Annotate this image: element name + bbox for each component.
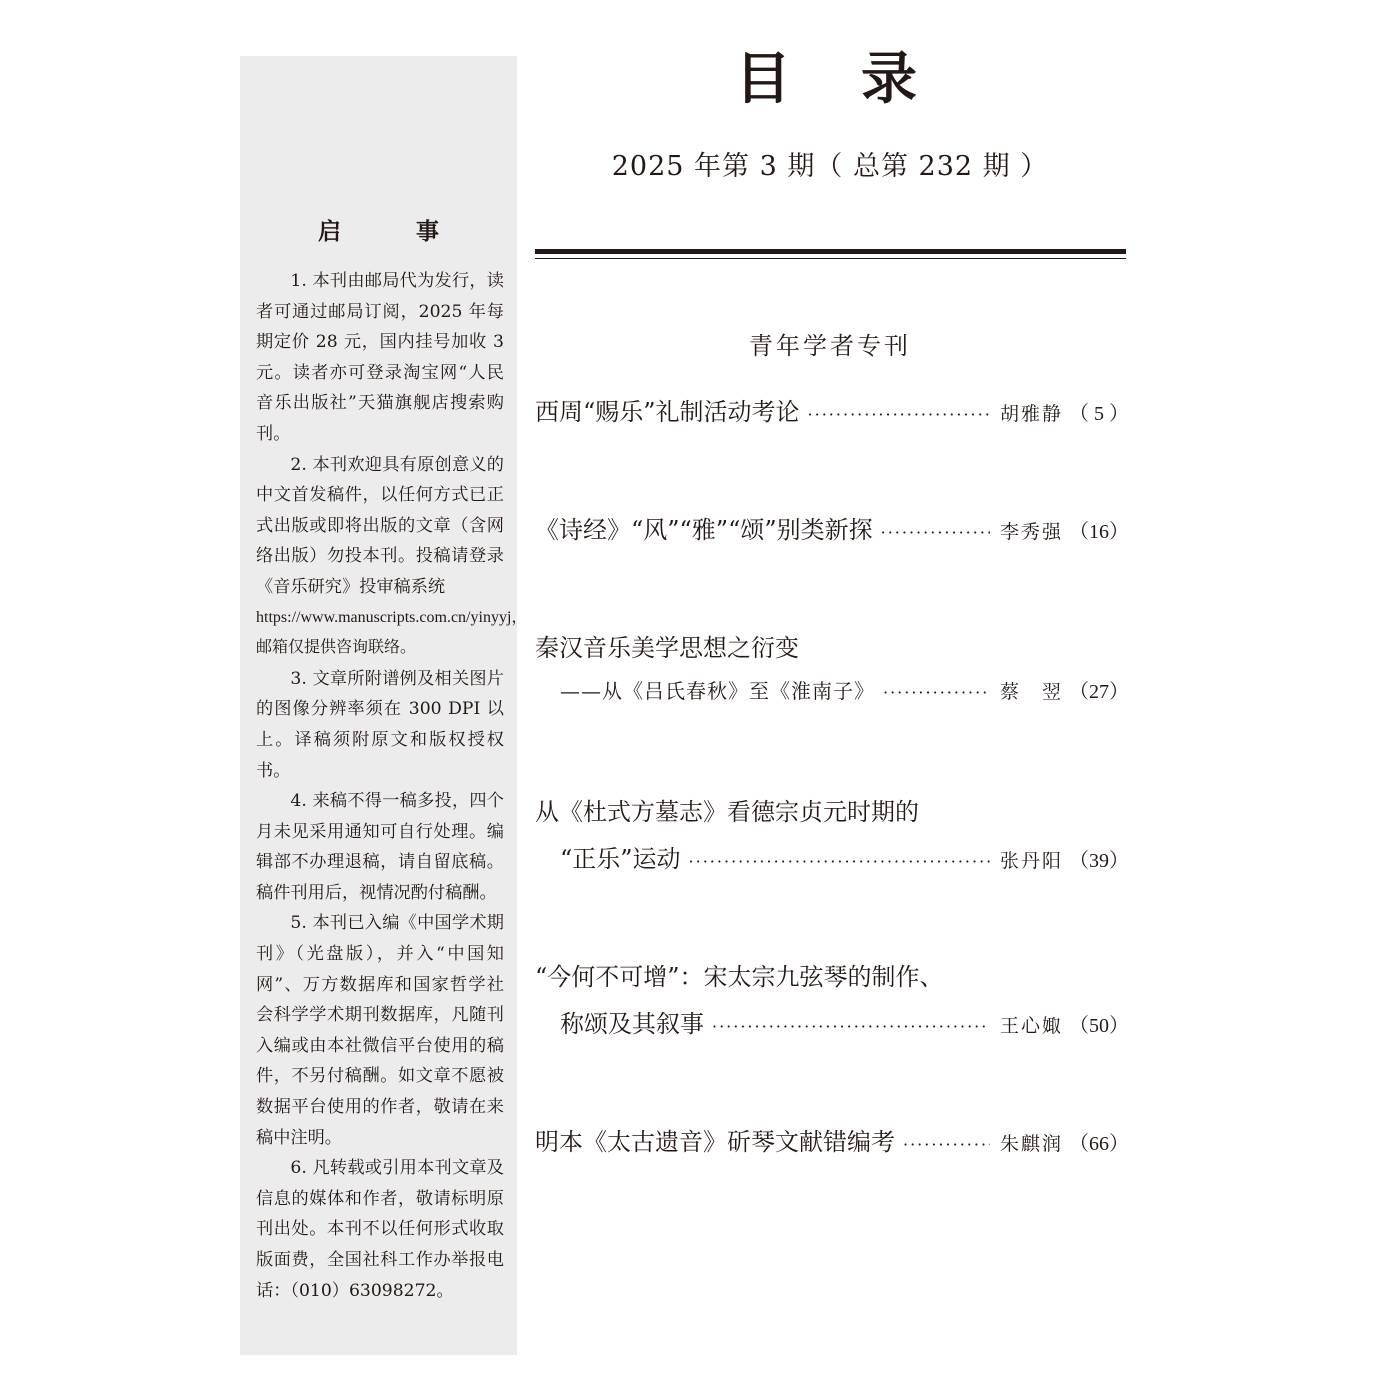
toc-leader-dots (689, 852, 990, 871)
toc-entry-page: （39） (1069, 850, 1129, 872)
notice-item-4: 4. 来稿不得一稿多投，四个月未见采用通知可自行处理。编辑部不办理退稿，请自留底稿。稿件刊用后，视情况酌付稿酬。 (256, 791, 504, 903)
toc-entry-title[interactable]: “今何不可增”：宋太宗九弦琴的制作、 (535, 963, 944, 991)
notice-body (256, 266, 528, 1306)
toc-entry-title: 明本《太古遗音》斫琴文献错编考 (535, 1128, 895, 1156)
toc-entry-title-continued: 称颂及其叙事 (560, 1010, 704, 1038)
toc-entry-author: 蔡 翌 (999, 681, 1063, 703)
toc-entry-page: （27） (1069, 681, 1129, 703)
toc-leader-dots (808, 405, 990, 424)
toc-entry-title: 西周“赐乐”礼制活动考论 (535, 398, 800, 426)
toc-entry-page: （50） (1069, 1015, 1129, 1037)
toc-entry-title: 《诗经》“风”“雅”“颂”别类新探 (535, 516, 873, 544)
toc-entry-author: 张丹阳 (999, 850, 1063, 872)
notice-title: 启 事 (318, 218, 465, 245)
toc-entry-author: 李秀强 (999, 521, 1063, 543)
toc-leader-dots (883, 683, 990, 702)
issue-number: 2025 年第 3 期（ 总第 232 期 ） (611, 151, 1049, 182)
toc-entry-author: 王心娵 (999, 1015, 1063, 1037)
section-heading: 青年学者专刊 (749, 332, 911, 360)
toc-entry-page: （66） (1069, 1133, 1129, 1155)
toc-entry-title[interactable]: 从《杜式方墓志》看德宗贞元时期的 (535, 798, 919, 826)
toc-entry-title-continued: “正乐”运动 (560, 845, 681, 873)
toc-entry-page: （16） (1069, 521, 1129, 543)
toc-entry-subtitle: ——从《吕氏春秋》至《淮南子》 (560, 679, 875, 703)
toc-entry-title[interactable]: 秦汉音乐美学思想之衍变 (535, 634, 799, 662)
toc-entry[interactable] (535, 510, 1129, 544)
toc-entry-author: 朱麒润 (999, 1133, 1063, 1155)
notice-item-1: 1. 本刊由邮局代为发行，读者可通过邮局订阅，2025 年每期定价 28 元，国内挂号加收 3 元。读者亦可登录淘宝网“人民音乐出版社”天猫旗舰店搜索购刊。 (256, 271, 504, 444)
notice-item-6: 6. 凡转载或引用本刊文章及信息的媒体和作者，敬请标明原刊出处。本刊不以任何形式收取版面费，全国社科工作办举报电话：（010）63098272。 (256, 1158, 504, 1301)
toc-entry[interactable] (535, 839, 1129, 873)
toc-entry[interactable] (535, 675, 1129, 709)
toc-entry-author: 胡雅静 (999, 403, 1063, 425)
toc-leader-dots (881, 523, 990, 542)
notice-item-2: 2. 本刊欢迎具有原创意义的中文首发稿件，以任何方式已正式出版或即将出版的文章（含网络出版）勿投本刊。投稿请登录《音乐研究》投审稿系统 (256, 454, 504, 597)
toc-leader-dots (712, 1017, 990, 1036)
page-title: 目录 (735, 46, 987, 112)
title-divider-thin (535, 258, 1126, 259)
toc-entry[interactable] (535, 392, 1129, 426)
toc-leader-dots (903, 1135, 990, 1154)
notice-submission-url: https://www.manuscripts.com.cn/yinyyj，邮箱仅提供咨询联络。 (256, 608, 528, 657)
title-divider-thick (535, 249, 1126, 254)
notice-item-5: 5. 本刊已入编《中国学术期刊》（光盘版），并入“中国知网”、万方数据库和国家哲学社会科学学术期刊数据库，凡随刊入编或由本社微信平台使用的稿件，不另付稿酬。如文章不愿被数据平台使用的作者，敬请在来稿中注明。 (256, 913, 504, 1148)
toc-entry[interactable] (535, 1122, 1129, 1156)
notice-sidebar (240, 56, 528, 1355)
toc-entry-page: （ 5 ） (1069, 403, 1129, 425)
notice-item-3: 3. 文章所附谱例及相关图片的图像分辨率须在 300 DPI 以上。译稿须附原文和版权授权书。 (256, 668, 504, 781)
toc-entry[interactable] (535, 1004, 1129, 1038)
